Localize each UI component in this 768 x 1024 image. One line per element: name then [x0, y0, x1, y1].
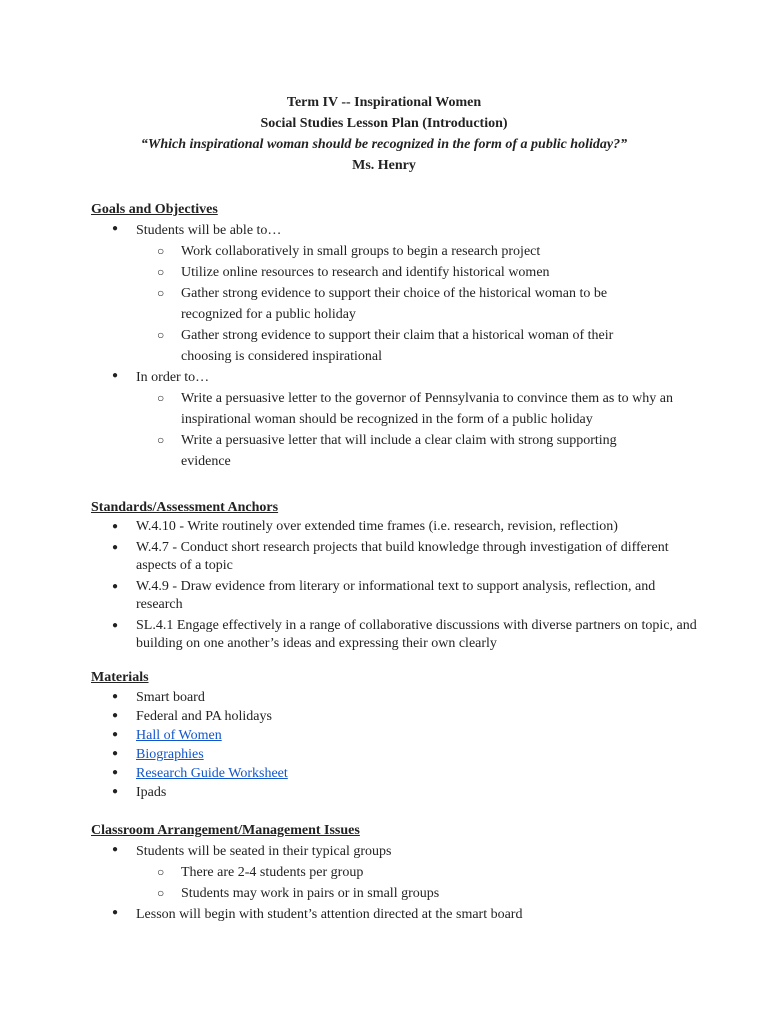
list-item-text: Gather strong evidence to support their choice of the historical woman to be recognized for a public holiday [181, 286, 608, 322]
list-item [91, 241, 691, 262]
standards-list [91, 518, 697, 653]
document-title: Term IV -- Inspirational Women [286, 95, 482, 110]
standards-section [91, 497, 697, 656]
list-item-text: Work collaboratively in small groups to begin a research project [181, 244, 541, 259]
list-item [91, 220, 691, 241]
list-item-text: There are 2-4 students per group [181, 865, 364, 880]
list-item [91, 841, 691, 862]
list-item-text: W.4.10 - Write routinely over extended time frames (i.e. research, revision, reflection) [136, 519, 618, 534]
list-item [91, 430, 661, 472]
list-item [91, 688, 691, 707]
list-item-text: Students will be seated in their typical groups [136, 844, 392, 859]
research-guide-worksheet-link[interactable]: Research Guide Worksheet [136, 766, 288, 781]
list-item [91, 262, 691, 283]
list-item-text: Smart board [136, 690, 205, 705]
classroom-section [91, 820, 691, 925]
list-item-text: Write a persuasive letter that will include a clear claim with strong supporting evidence [181, 433, 617, 469]
list-item [91, 726, 691, 745]
list-item-text: Federal and PA holidays [136, 709, 272, 724]
list-item [91, 367, 691, 388]
list-item-text: Write a persuasive letter to the governor of Pennsylvania to convince them as to why an inspirational woman should be recognized in the form of a public holiday [181, 391, 674, 427]
list-item-text: W.4.7 - Conduct short research projects that build knowledge through investigation of different aspects of a topic [136, 540, 669, 573]
materials-section [91, 667, 691, 802]
materials-heading: Materials [91, 670, 149, 685]
standards-heading: Standards/Assessment Anchors [91, 500, 279, 515]
list-item [91, 617, 726, 653]
list-item-text: Students will be able to… [136, 223, 282, 238]
document-subtitle: Social Studies Lesson Plan (Introduction) [260, 116, 508, 131]
list-item [91, 518, 691, 536]
list-item [91, 883, 691, 904]
list-item-text: W.4.9 - Draw evidence from literary or informational text to support analysis, reflection, and research [136, 579, 656, 612]
list-item [91, 539, 696, 575]
list-item-text: Utilize online resources to research and identify historical women [181, 265, 550, 280]
list-item [91, 745, 691, 764]
biographies-link[interactable]: Biographies [136, 747, 204, 762]
materials-list [91, 688, 691, 802]
list-item [91, 283, 661, 325]
classroom-list [91, 841, 691, 925]
list-item-text: Ipads [136, 785, 167, 800]
list-item-text: Gather strong evidence to support their claim that a historical woman of their choosing is considered inspirational [181, 328, 614, 364]
guiding-question: “Which inspirational woman should be recognized in the form of a public holiday?” [140, 137, 628, 152]
list-item [91, 707, 691, 726]
goals-heading: Goals and Objectives [91, 202, 218, 217]
list-item [91, 862, 691, 883]
goals-list [91, 220, 691, 472]
hall-of-women-link[interactable]: Hall of Women [136, 728, 222, 743]
document-header [0, 92, 768, 176]
list-item-text: Students may work in pairs or in small groups [181, 886, 440, 901]
list-item-text: In order to… [136, 370, 210, 385]
list-item [91, 325, 661, 367]
list-item-text: Lesson will begin with student’s attention directed at the smart board [136, 907, 523, 922]
goals-section [91, 199, 691, 472]
list-item [91, 764, 691, 783]
list-item-text: SL.4.1 Engage effectively in a range of collaborative discussions with diverse partners on topic, and building on one another’s ideas and expressing their own clearly [136, 618, 697, 651]
list-item [91, 783, 691, 802]
classroom-heading: Classroom Arrangement/Management Issues [91, 823, 360, 838]
list-item [91, 904, 691, 925]
teacher-name: Ms. Henry [352, 158, 416, 173]
list-item [91, 388, 681, 430]
list-item [91, 578, 696, 614]
